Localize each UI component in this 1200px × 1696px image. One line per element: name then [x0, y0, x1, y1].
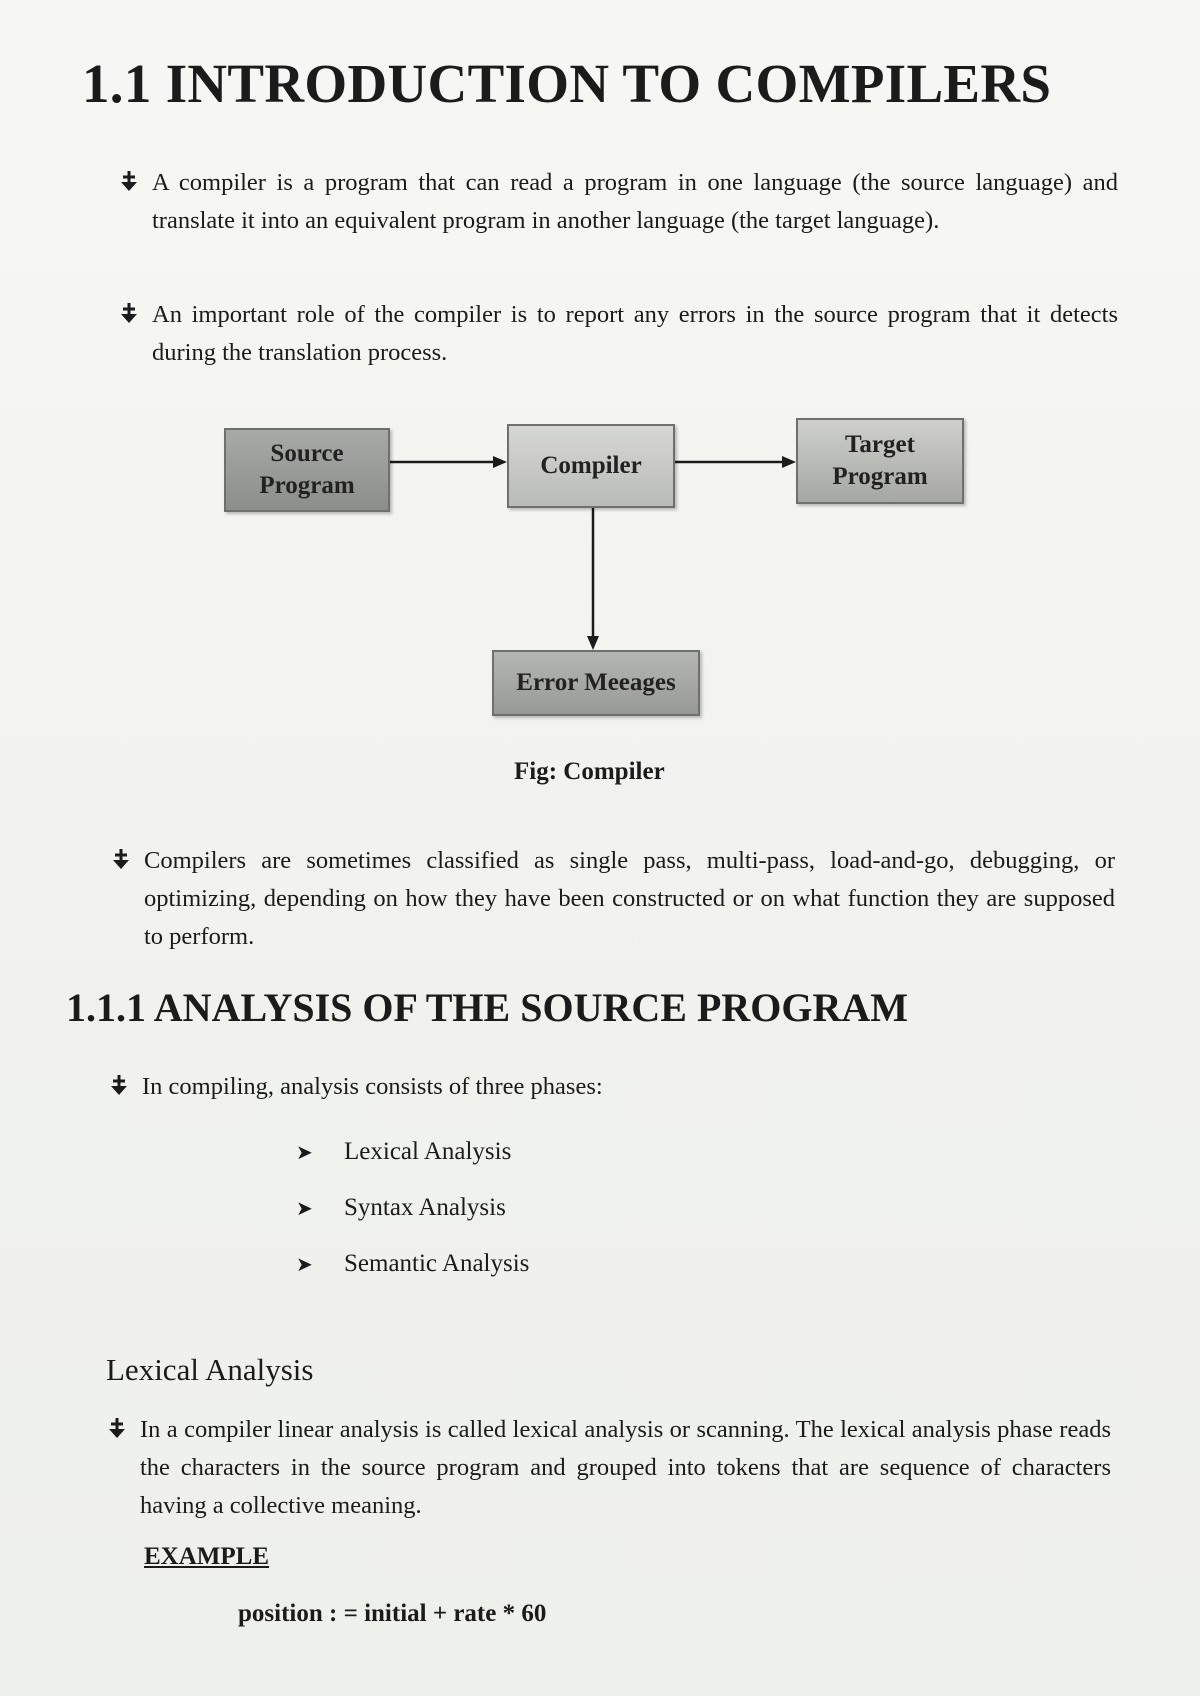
phase-label: Syntax Analysis — [344, 1194, 506, 1221]
source-box-line-2: Program — [259, 472, 355, 499]
list-item — [296, 1180, 529, 1236]
intro-bullet-2 — [118, 296, 1118, 372]
classification-bullet — [110, 842, 1115, 956]
page-title: 1.1 INTRODUCTION TO COMPILERS — [82, 53, 1052, 114]
arrow-compiler-to-errors — [587, 508, 599, 650]
arrowhead-icon: ➤ — [296, 1197, 313, 1220]
list-item — [296, 1124, 529, 1180]
lexical-bullet-text: In a compiler linear analysis is called lexical analysis or scanning. The lexical analysis phase reads the characters in the source program and grouped into tokens that are sequence of characters having a collective meaning. — [140, 1416, 1111, 1519]
arrow-compiler-to-target — [675, 456, 796, 468]
analysis-bullet-text: In compiling, analysis consists of three phases: — [142, 1073, 603, 1100]
target-program-box — [796, 418, 964, 504]
phase-label: Lexical Analysis — [344, 1138, 512, 1165]
intro-bullet-text-2: An important role of the compiler is to report any errors in the source program that it detects during the translation process. — [152, 301, 1118, 366]
figure-caption: Fig: Compiler — [514, 758, 665, 785]
intro-bullet-text-1: A compiler is a program that can read a program in one language (the source language) and translate it into an equivalent program in another language (the target language). — [152, 169, 1118, 234]
phase-label: Semantic Analysis — [344, 1250, 530, 1277]
plus-arrow-icon — [110, 842, 144, 875]
plus-arrow-icon — [108, 1068, 142, 1101]
arrowhead-icon: ➤ — [296, 1141, 313, 1164]
plus-arrow-icon — [106, 1411, 140, 1444]
arrowhead-icon: ➤ — [296, 1253, 313, 1276]
example-label: EXAMPLE — [144, 1543, 269, 1570]
classification-bullet-text: Compilers are sometimes classified as single pass, multi-pass, load-and-go, debugging, or optimizing, depending on how they have been constructed or on what function they are supposed to perform. — [144, 847, 1115, 950]
plus-arrow-icon — [118, 164, 152, 197]
example-code: position : = initial + rate * 60 — [238, 1600, 547, 1627]
plus-arrow-icon — [118, 296, 152, 329]
list-item — [296, 1236, 529, 1292]
intro-bullet-1 — [118, 164, 1118, 240]
error-box-label: Error Meeages — [516, 669, 676, 696]
arrow-source-to-compiler — [390, 456, 507, 468]
source-box-line-1: Source — [270, 440, 344, 467]
lexical-bullet — [106, 1411, 1111, 1525]
analysis-bullet — [108, 1068, 1108, 1106]
source-program-box — [224, 428, 390, 512]
target-box-line-2: Program — [832, 463, 928, 490]
compiler-box-label: Compiler — [540, 452, 642, 479]
subsection-title: Lexical Analysis — [106, 1352, 314, 1387]
compiler-box — [507, 424, 675, 508]
analysis-phases-list — [296, 1124, 529, 1292]
section-title: 1.1.1 ANALYSIS OF THE SOURCE PROGRAM — [66, 985, 908, 1030]
target-box-line-1: Target — [845, 431, 915, 458]
error-messages-box — [492, 650, 700, 716]
